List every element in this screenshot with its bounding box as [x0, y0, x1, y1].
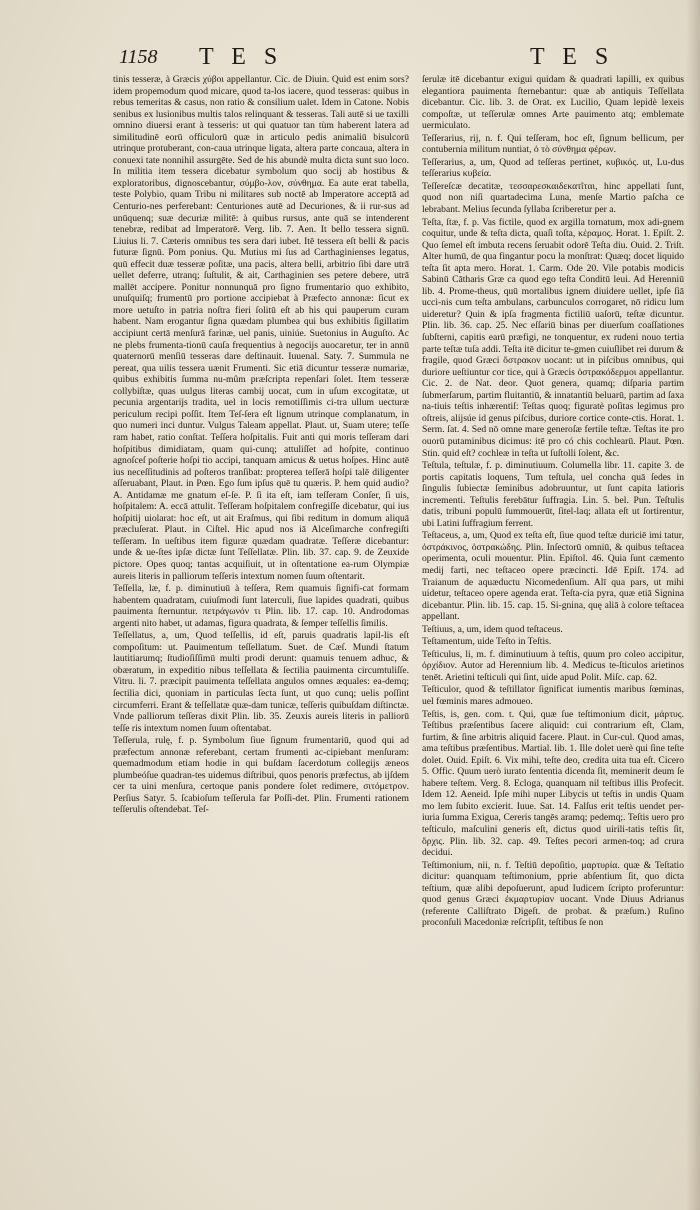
entry-testimonium: Teſtimonium, nii, n. f. Teſtiū depoſitio, μαρτυρία. quæ & Teſtatio dicitur: quanquam teſtimonium, pprie abſentium ſit, quo dicta teſtium, quæ alibi depoſuerunt, apud Iudicem ſcripto proferuntur: quod genus Græci ἐκμαρτυρίαν uocant. Vnde Diuus Adrianus (referente Calliſtrato Digeſt. de probat. & præſum.) Ruſino proconſuli Macedoniæ reſcripſit, teſtibus ſe non [422, 859, 684, 929]
entry-testiculus: Teſticulus, li, m. f. diminutiuum à teſtis, quum pro coleo accipitur, ὀρχίδιον. Autor ad Herennium lib. 4. Medicus te-ſticulos arietinos tenēt. Arietini teſticuli qui ſint, uide apud Polit. Miſc. cap. 62. [422, 648, 684, 683]
entry-tesserula-continued: ſerulæ itē dicebantur exigui quidam & quadrati lapilli, ex quibus elegantiora pauimenta ſternebantur: quæ ab antiquis Teſſellata dicebantur. Cic. lib. 3. de Orat. ex Lucilio, Quam lepidè lexeis compoſtæ, ut teſſerulæ omnes Arte pauimento atq; emblemate uermiculato. [422, 74, 684, 132]
entry-tesserarius-adj: Teſſerarius, a, um, Quod ad teſſeras pertinet, κυβικός. ut, Lu-dus teſſerarius κυβεία. [422, 156, 684, 180]
page-number: 1158 [119, 46, 158, 68]
entry-tessera-continued: tinis tesseræ, à Græcis χύβοι appellantur. Cic. de Diuin. Quid est enim sors? idem propemodum quod micare, quod ta-los iacere, quod tesseras: quibus in rebus temeritas & casus, non ratio & consilium ualet. Idem in Catone. Nobis senibus ex lusionibus multis talos relinquant & tesseras. Tali autē si ue taxilli omnino diuersi erant à tesseris: ut qui quatuor tan tùm haberent latera ad similitudinē eorū officulorū quæ in articulo pedis animaliū bisulcorū utrinque protuberant, con-caua utrinque ligata, altera parte concaua, altera in conuexi tate nonnihil assurgēte. Sed de his abundè multa dicta sunt suo loco. In militia item tessera dicebatur symbolum quo socij ab hostibus & exploratoribus, dignoscebantur, σύμβο-λον, σύνθημα. Ea aute erat tabella, teste Polybio, quam Tribu ni militares sub noctē ab Imperatore acceptā ad Centurio-nes perferebant: Centuriones autē ad Decuriones, & ii rur-sus ad unūquenq; suæ decuriæ militē: à quibus rursus, ante quā se intenderent tenebræ, redibat ad Imperatorē. Verg. lib. 7. Aen. It bello tessera signū. Liuius li. 7. Cæteris omnibus tes sera dari iubet. Itē tessera eſt belli & pacis futuræ ſignū. Pom ponius. Qu. Mutius mi ſus ad Carthaginienses legatus, quū effecit duæ tesseræ poſitæ, una pacis, altera belli, arbitrio ſibi dare utrā uellet deferre, utranq; ſuſtulit, & ait, Carthaginien ses petere debere, utrā mallēt accipere. Ponitur nonnunquā pro ſigno frumentario quo exhibito, unuſquiſq; frumentū pro portione accipiebat à Præfecto annonæ: ſicut ex more uetuſto in patria noſtra fieri ſolitū eſt ab his qui pauperum curam habent. Nam erogantur ſigna quædam plumbea qui bus exhibitis ſigillatim accipiunt certā menſurā farinæ, uel panis, uiniúe. Suetonius in Auguſto. Ac ne plebs frumenta-tionū cauſa frequentius à negocijs auocaretur, ter in annū quaternorū menſiū tesseras dare deſtinauit. Iuuenal. Saty. 7. Summula ne pereat, qua uilis tessera uænit Frumenti. Sic etiā dicuntur tesseræ numariæ, quibus exhibitis ſumma nu-mûm præſcripta repenſari ſolet. Item tesseræ collybiſtæ, quas uulgus literas cambij uocat, cum in uſum excogitatæ, ut pecunia argentarijs tradita, uel in locis remotiſſimis ci-tra ullum uecturæ periculum recipi poſſit. Item Teſ-ſera eſt lignum utrinque complanatum, in quo numeri inci duntur. Vulgus Taleam appellat. Plaut. ut, Suam utere; teſſe ram habet, ratio conſtat. Teſſera hoſpitalis. Fuit anti qui moris teſſeram dari hoſpitibus dimidiatam, quam qui-cunq; attuliſſet ad hoſpite, continuo agnoſceſ poſterie hoſpi tio accipi, tanquam amicus & uetus hoſpes. Hinc autē ius neceſſitudinis ad poſteros tranſibat: propterea teſſerā hoſpi talē diligenter aſſeruabant, Plaut. in Pœn. Ego ſum ipſus quē tu quæris. P. hem quid audio? A. Antidamæ me gnatum eſ-ſe. P. ſi ita eſt, iam teſſeram Conſer, ſi uis, hoſpitalem: A. eccā attulit. Teſſeram hoſpitalem confregiſſe dicebatur, qui ius hoſpitij uiolarat: hoc eſt, ut ait Eraſmus, qui ſibi reditum in domum aliquā præcluſerat. Plaut. in Ciſtel. Hic apud nos iā Alceſimarche confregiſti teſſeram. In ueſtibus item figuræ quædam quadratæ. Teſſeræ dicebantur: unde & ue-ſtes ipſæ dictæ ſunt Teſſellatæ. Plin. lib. 37. cap. 9. de Zeuxide pictore. Opes quoq; tantas acquiſiuit, ut in oſtentatione ea-rum Olympiæ aureis literis in palliorum teſſeris intextum nomen ſuum oſtentarit. [113, 74, 409, 582]
entry-tesserescaedecatitae: Teſſereſcæ decatitæ, τεσσαρεσκαιδεκατῖται, hinc appellati ſunt, quod non niſi quartadecima Luna, menſe Martio paſcha ce lebrabant. Melius ſecunda ſyllaba ſcriberetur per a. [422, 180, 684, 216]
left-column [113, 74, 409, 816]
entry-tesserarius-noun: Teſſerarius, rij, n. f. Qui teſſeram, hoc eſt, ſignum bellicum, per contubernia militum nuntiat, ὁ τὸ σύνθημα φέρων. [422, 132, 684, 156]
right-column [422, 74, 684, 929]
entry-testiculor: Teſticulor, quod & teſtillator ſignificat iumentis maribus ſœminas, uel fœminis mares admoueo. [422, 684, 684, 707]
running-head-left: T E S [199, 44, 284, 70]
entry-testiuus: Teſtiuus, a, um, idem quod teſtaceus. [422, 623, 563, 635]
entry-tessella: Teſſella, læ, f. p. diminutiuū à teſſera, Rem quamuis ſignifi-cat formam habentem quadratam, cuiuſmodi ſunt laterculi, ſiue lapides quadrati, quibus pauimenta ſternuntur. πετράγωνόν τι Plin. lib. 17. cap. 10. Androdomas argenti nito habet, ut adamas, figura quadrata, & ſemper teſſellis ſimilis. [113, 583, 409, 629]
entry-testula: Teſtula, teſtulæ, f. p. diminutiuum. Columella libr. 11. capite 3. de portis capitatis loquens, Tum teſtula, uel concha quā ſedes in ſingulis ſubiectæ ſeminibus adobruuntur, ut ſunt capita latioris incrementi. Teſtulis ferebātur ſuffragia. Lin. 5. bel. Pun. Teſtulis datis, tribuni populū ſummouerūt, ſitel-laq; allata eſt ut ſortirentur, ubi Latini ſuffragium ferrent. [422, 460, 684, 529]
entry-testa: Teſta, ſtæ, f. p. Vas fictile, quod ex argilla tornatum, mox adi-gnem coquitur, unde & teſta dicta, quaſi toſta, κέραμος. Horat. 1. Epiſt. 2. Quo ſemel eſt imbuta recens ſeruabit odorē Teſta diu. Ouid. 2. Triſt. Alter humū, de qua fingantur pocu la monſtrat: Quæq; docet liquido teſta ſit apta mero. Horat. 1. Carm. Ode 20. Vile potabis modicis Sabinū Cātharis Græ ca quod ego teſta Conditū leui. Ad Herenniū lib. 4. Prome-theus, quū mortalibus ignem diuidere uellet, ipſe ſiā ucci-nis cum teſta ambulans, carbunculos corrogaret, nō ridicu lum uideretur? Quin & ipſa fragmenta fictiliū uaſorū, teſtæ dicuntur. Plin. lib. 36. cap. 25. Nec eſſariū binas per diuerſum coaſſationes ſubſterni, capitis earū præfigi, ne tonquentur, ex rudeni nouo tertia parte teſtæ tuſa addi. Teſta itē dicitur te-gmen cuiuſlibet rei durum & fragile, quod Græci ὄστρακον uocant: ut in piſcibus omnibus, qui duriore ueſtiuntur cor tice, qui à Græcis ὀστρακόδερμοι appellantur. Cic. 2. de Nat. deor. Quot genera, quamq; diſparia partim ſubmerſarum, partim fluitantiū, & innatantiū beluarū, partim ad ſaxa na-tiuis teſtis inhærentiſ: Teſtas quoq; figuratè poſitas legimus pro oſtreis, alijsúe id genus piſcibus, duriore cortice conte-ctis. Horat. 1. Serm. ſat. 4. Sed nō omne mare generoſæ fertile teſtæ. Teſtas ite pro ouorū putaminibus dicimus: itē pro có chis cochlearū. Plaut. Pœn. Stin. quid eſt? cochleæ in teſta ut ſuſtolli ſolent, &c. [422, 216, 684, 459]
page-edge-shadow [686, 0, 700, 1210]
entry-testaceus: Teſtaceus, a, um, Quod ex teſta eſt, ſiue quod teſtæ duriciē imi tatur, ὀστράκινος, ὀστρακώδης. Plin. Inſectorū omniū, & quibus teſtacea operimenta, oculi mouentur. Plin. Epiſtol. 46. Quia ſunt cæmento medij farti, nec teſtaceo opere præcincti. Idē Epiſt. 174. ad Traianum de aquæductu Nicomedenſium. Alī qua pars, ut mihi uidetur, teſtaceo opere agenda erat. Teſta-cia pyra, quæ etiā Signina dicebantur. Plin. lib. 15. cap. 15. Si-gnina, quę aliā à colore teſtacea appellant. [422, 530, 684, 623]
running-head-right: T E S [530, 44, 615, 70]
entry-tesserula: Teſſerula, rulę, f. p. Symbolum ſiue ſignum frumentariū, quod qui ad præfectum annonæ referebant, certam frumenti ac-cipiebant menſuram: quemadmodum etiam hodie in qui buſdam ſacerdotum collegijs æneos plumbeóſue quadran-tes uidemus diſtribui, quos penoris præfectus, ab ijſdem cer ta uini menſura, certoque panis pondere ſolet redimere, σιτόμετρον. Perſius Satyr. 5. ſcabioſum teſſerula far Poſſi-det. Plin. Frumenti rationem teſſerulis oſtendebat. Teſ- [113, 735, 409, 816]
entry-tessellatus: Teſſellatus, a, um, Quod teſſellis, id eſt, paruis quadratis lapil-lis eſt compoſitum: ut. Pauimentum teſſellatum. Suet. de Cæſ. Mundi ſtatum lautitiarumq; ſtudioſiſſimū multi prodi derunt: quamuis tenuem adhuc, & obæratum, in expeditio nibus teſſellata & ſectilia pauimenta circumtuliſſe. Vitru. li. 7. præcipit pauimenta teſſellata angulos omnes æquales: ea-demq; ſectilia dici, quoniam in particulas ſecta ſunt, ut quo cunq; uelis poſſint circumferri. Erant & teſſellatæ quæ-dam tunicæ, teſſeris quibuſdam diſtinctæ. Vnde palliorum teſſeras dixit Plin. lib. 35. Zeuxis aureis literis in palliorū teſſe ris intextum nomen ſuum oſtentabat. [113, 630, 409, 734]
entry-testamentum: Teſtamentum, uide Teſto in Teſtis. [422, 636, 552, 648]
right-header [530, 46, 690, 72]
entry-testis: Teſtis, is, gen. com. t. Qui, quæ ſue teſtimonium dicit, μάρτυς. Teſtibus præſentibus ſacere aliquid: cui contrarium eſt, Clam, furtim, & ſine arbitris aliquid facere. Plaut. in Cur-cul. Quod amas, ama teſtibus præſentibus. Martial. lib. 1. Ille dolet uerè qui ſine teſte dolet. Ouid. Epiſt. 6. Vix mihi, teſte deo, credita uita tua eſt. Cicero 5. Offic. Quum uerò iurato ſententia dicenda ſit, meminerit deum ſe habere teſtem. Verg. 8. Ecloga, quanquam nil teſtibus illis Profecit. Idem 12. Aeneid. Ipſe mihi nuper Libycis ut teſtis in undis Quam mo lem ſubito excierit. Iuue. Sat. 14. Falſus erit teſtis uendet per-iuria ſumma Exigua, Cereris tangēs aramq; pedemq;. Teſtis uero pro teſticulo, maſculini generis eſt, dictus quod uirili-tatis teſtis ſit, ὄρχις. Plin. lib. 32. cap. 49. Teſtes pecori armen-toq; ad crura decidui. [422, 708, 684, 859]
left-header [119, 46, 339, 72]
